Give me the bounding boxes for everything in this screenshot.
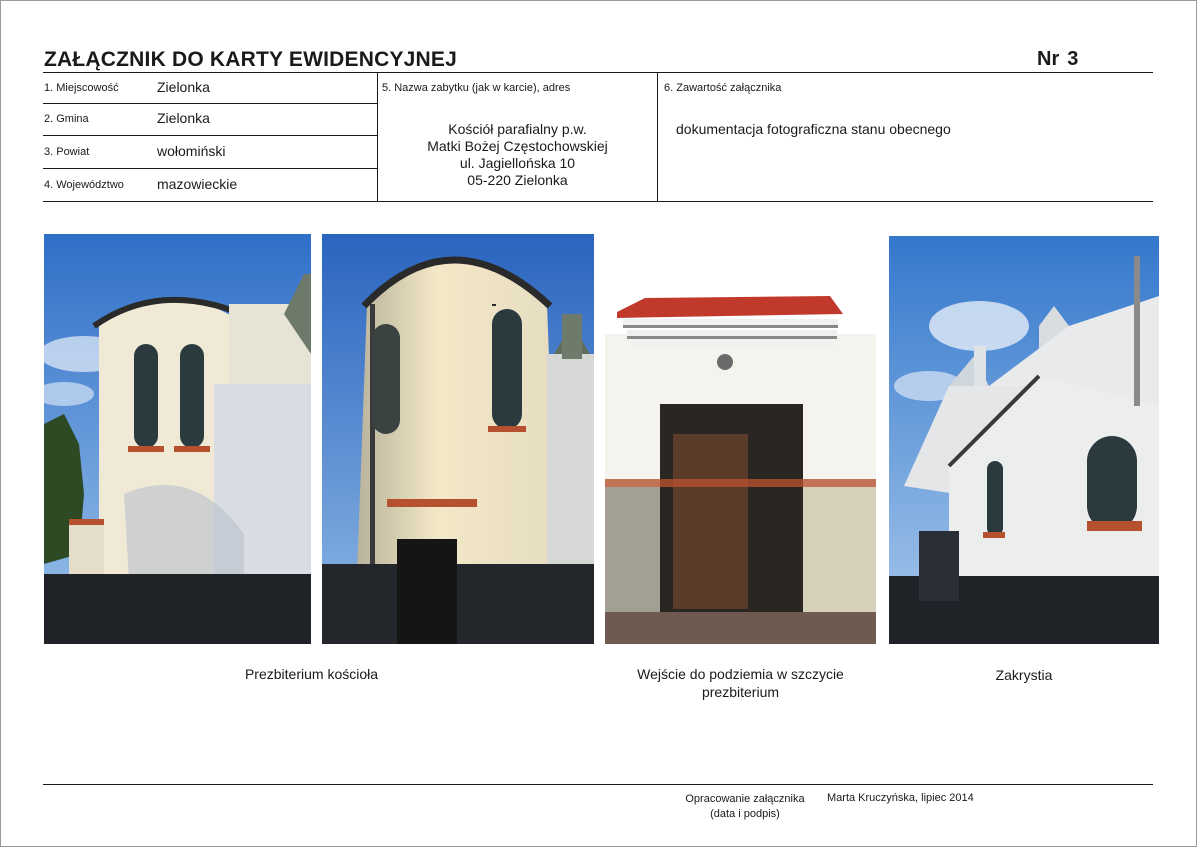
table-row-line-2: [43, 135, 377, 136]
address-line-4: 05-220 Zielonka: [467, 172, 568, 188]
document-number: [1037, 48, 1078, 71]
caption-zakrystia: Zakrystia: [995, 667, 1053, 683]
opracowanie-line-2: (data i podpis): [710, 808, 780, 820]
apse-photo-2: [322, 234, 594, 644]
miejscowosc-label: 1. Miejscowość: [44, 82, 119, 94]
zawartosc-value: dokumentacja fotograficzna stanu obecnego: [676, 121, 951, 137]
caption-prezbiterium: Prezbiterium kościoła: [244, 666, 379, 682]
monument-address: [378, 121, 657, 189]
powiat-label: 3. Powiat: [44, 146, 90, 158]
address-line-3: ul. Jagiellońska 10: [459, 155, 576, 171]
number-value: 3: [1067, 48, 1079, 70]
caption-wejscie-line-2: prezbiterium: [701, 684, 780, 700]
powiat-value: wołomiński: [157, 143, 226, 159]
table-divider-2: [657, 72, 658, 202]
apse-photo-1: [44, 234, 311, 644]
address-line-2: Matki Bożej Częstochowskiej: [427, 138, 608, 154]
nazwa-label: 5. Nazwa zabytku (jak w karcie), adres: [382, 82, 571, 94]
gmina-value: Zielonka: [157, 110, 210, 126]
table-row-line-3: [43, 168, 377, 169]
table-top-line: [43, 72, 1153, 73]
table-row-line-1: [43, 103, 377, 104]
sacristy-photo: [889, 236, 1159, 644]
address-line-1: Kościół parafialny p.w.: [448, 121, 587, 137]
wojewodztwo-value: mazowieckie: [157, 176, 238, 192]
caption-wejscie: [605, 665, 876, 701]
crypt-entrance-photo: [605, 234, 876, 644]
table-bottom-line: [43, 201, 1153, 202]
opracowanie-label: [672, 792, 818, 822]
author-signature: Marta Kruczyńska, lipiec 2014: [827, 792, 974, 804]
document-title: ZAŁĄCZNIK DO KARTY EWIDENCYJNEJ: [44, 48, 458, 71]
footer-line: [43, 784, 1153, 785]
wojewodztwo-label: 4. Województwo: [44, 179, 124, 191]
gmina-label: 2. Gmina: [44, 113, 89, 125]
opracowanie-line-1: Opracowanie załącznika: [685, 793, 805, 805]
miejscowosc-value: Zielonka: [157, 79, 210, 95]
caption-wejscie-line-1: Wejście do podziemia w szczycie: [637, 666, 844, 682]
number-label: Nr: [1037, 48, 1060, 70]
zawartosc-label: 6. Zawartość załącznika: [664, 82, 782, 94]
